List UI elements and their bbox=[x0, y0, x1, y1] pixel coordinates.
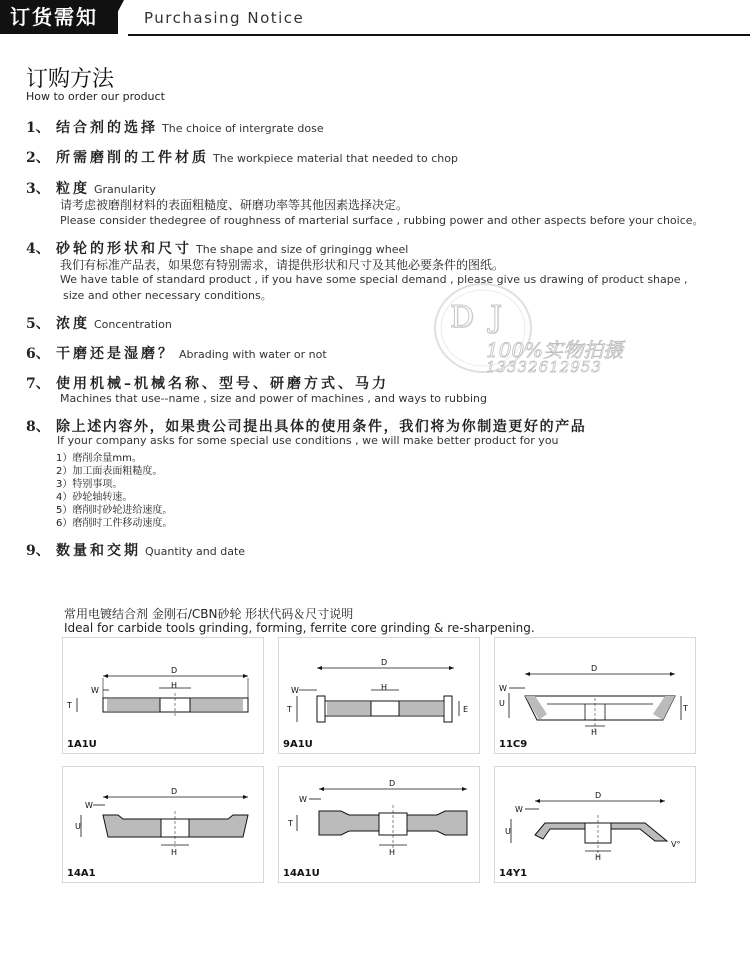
diagram-14a1u-drawing bbox=[279, 767, 479, 882]
item-number: 3、 bbox=[26, 181, 50, 197]
item-desc-en: size and other necessary conditions。 bbox=[63, 289, 272, 302]
list-item bbox=[26, 416, 586, 436]
item-number: 5、 bbox=[26, 316, 50, 332]
item-cn: 除上述内容外，如果贵公司提出具体的使用条件，我们将为你制造更好的产品 bbox=[56, 419, 587, 435]
section-title: 订购方法 bbox=[26, 67, 115, 92]
header-bar bbox=[0, 0, 750, 36]
dim-label-d: D bbox=[591, 664, 598, 673]
shapes-title-en: Ideal for carbide tools grinding, forming, ferrite core grinding & re-sharpening. bbox=[64, 621, 535, 635]
dim-label-w: W bbox=[499, 684, 507, 693]
item-cn: 数量和交期 bbox=[56, 543, 141, 559]
watermark-line1: 100%实物拍摄 bbox=[486, 338, 624, 362]
sub-list-item: 4）砂轮轴转速。 bbox=[56, 492, 133, 503]
watermark bbox=[428, 278, 648, 388]
dim-label-w: W bbox=[85, 801, 93, 810]
dim-label-d: D bbox=[595, 791, 602, 800]
list-item bbox=[26, 540, 245, 560]
dim-label-e: E bbox=[463, 705, 469, 714]
dim-label-d: D bbox=[381, 658, 388, 667]
diagram-code: 14Y1 bbox=[499, 868, 528, 879]
dim-label-u: U bbox=[505, 827, 511, 836]
item-desc-cn: 请考虑被磨削材料的表面粗糙度、研磨功率等其他因素选择决定。 bbox=[60, 198, 409, 212]
item-number: 6、 bbox=[26, 346, 50, 362]
sub-list-item: 3）特别事项。 bbox=[56, 479, 123, 490]
item-en: Abrading with water or not bbox=[179, 348, 327, 361]
dim-label-d: D bbox=[171, 787, 178, 796]
item-en: Quantity and date bbox=[145, 545, 246, 558]
dim-label-t: T bbox=[683, 704, 688, 713]
diagram-9a1u bbox=[278, 637, 480, 754]
dim-label-w: W bbox=[291, 686, 299, 695]
list-item bbox=[26, 178, 156, 198]
list-item bbox=[26, 117, 324, 137]
item-desc-en: Please consider thedegree of roughness of marterial surface , rubbing power and other aspects before your choice。 bbox=[60, 214, 704, 227]
item-number: 8、 bbox=[26, 419, 50, 435]
dim-label-h: H bbox=[591, 728, 598, 737]
header-rule bbox=[128, 34, 750, 36]
item-number: 1、 bbox=[26, 120, 50, 136]
item-cn: 干磨还是湿磨？ bbox=[56, 346, 175, 362]
diagram-11c9 bbox=[494, 637, 696, 754]
diagram-code: 9A1U bbox=[283, 739, 313, 750]
diagram-code: 1A1U bbox=[67, 739, 97, 750]
dim-label-w: W bbox=[91, 686, 99, 695]
dim-label-t: T bbox=[67, 701, 72, 710]
item-en: Concentration bbox=[94, 318, 172, 331]
list-item bbox=[26, 147, 458, 167]
dim-label-h: H bbox=[389, 848, 396, 857]
list-item bbox=[26, 373, 389, 393]
diagram-14a1-drawing bbox=[63, 767, 263, 882]
dim-label-d: D bbox=[389, 779, 396, 788]
item-cn: 砂轮的形状和尺寸 bbox=[56, 241, 192, 257]
diagram-14y1-drawing bbox=[495, 767, 695, 882]
sub-list-item: 1）磨削余量mm。 bbox=[56, 453, 142, 464]
dim-label-h: H bbox=[171, 681, 178, 690]
diagram-code: 11C9 bbox=[499, 739, 528, 750]
diagram-14y1 bbox=[494, 766, 696, 883]
dim-label-h: H bbox=[381, 683, 388, 692]
item-desc-en: Machines that use--name , size and power of machines , and ways to rubbing bbox=[60, 392, 487, 405]
diagram-11c9-drawing bbox=[495, 638, 695, 753]
diagram-9a1u-drawing bbox=[279, 638, 479, 753]
header-en-title: Purchasing Notice bbox=[144, 9, 305, 27]
item-cn: 浓度 bbox=[56, 316, 90, 332]
list-item bbox=[26, 313, 172, 333]
header-cn-title: 订货需知 bbox=[0, 0, 118, 34]
section-subtitle: How to order our product bbox=[26, 90, 165, 103]
diagram-14a1 bbox=[62, 766, 264, 883]
item-number: 7、 bbox=[26, 376, 50, 392]
dim-label-t: T bbox=[288, 819, 293, 828]
list-item bbox=[26, 238, 408, 258]
dim-label-u: U bbox=[75, 822, 81, 831]
diagram-code: 14A1 bbox=[67, 868, 96, 879]
list-item bbox=[26, 343, 327, 363]
dim-label-h: H bbox=[595, 853, 602, 862]
diagram-14a1u bbox=[278, 766, 480, 883]
item-cn: 粒度 bbox=[56, 181, 90, 197]
sub-list-item: 6）磨削时工件移动速度。 bbox=[56, 518, 173, 529]
dim-label-d: D bbox=[171, 666, 178, 675]
item-cn: 使用机械–机械名称、型号、研磨方式、马力 bbox=[56, 376, 389, 392]
diagram-1a1u-drawing bbox=[63, 638, 263, 753]
item-desc-cn: 我们有标准产品表，如果您有特别需求，请提供形状和尺寸及其他必要条件的图纸。 bbox=[60, 258, 505, 272]
item-en: The workpiece material that needed to chop bbox=[213, 152, 458, 165]
dim-label-v: V° bbox=[671, 840, 681, 849]
item-number: 4、 bbox=[26, 241, 50, 257]
diagram-1a1u bbox=[62, 637, 264, 754]
item-en: Granularity bbox=[94, 183, 156, 196]
dim-label-h: H bbox=[171, 848, 178, 857]
item-desc-en: If your company asks for some special use conditions , we will make better product for you bbox=[57, 434, 559, 447]
item-desc-en: We have table of standard product , if you have some special demand , please give us drawing of product shape , bbox=[60, 273, 688, 286]
diagram-code: 14A1U bbox=[283, 868, 320, 879]
sub-list-item: 2）加工面表面粗糙度。 bbox=[56, 466, 163, 477]
shapes-title-cn: 常用电镀结合剂 金刚石/CBN砂轮 形状代码＆尺寸说明 bbox=[64, 607, 354, 621]
item-en: The choice of intergrate dose bbox=[162, 122, 324, 135]
item-cn: 所需磨削的工件材质 bbox=[56, 150, 209, 166]
sub-list-item: 5）磨削时砂轮进给速度。 bbox=[56, 505, 173, 516]
dim-label-w: W bbox=[515, 805, 523, 814]
header-notch bbox=[106, 0, 124, 34]
watermark-line2: 13332612953 bbox=[486, 358, 602, 376]
dim-label-u: U bbox=[499, 699, 505, 708]
watermark-logo: DJ bbox=[450, 300, 519, 335]
item-number: 9、 bbox=[26, 543, 50, 559]
item-number: 2、 bbox=[26, 150, 50, 166]
dim-label-t: T bbox=[287, 705, 292, 714]
item-en: The shape and size of gringingg wheel bbox=[196, 243, 409, 256]
dim-label-w: W bbox=[299, 795, 307, 804]
item-cn: 结合剂的选择 bbox=[56, 120, 158, 136]
